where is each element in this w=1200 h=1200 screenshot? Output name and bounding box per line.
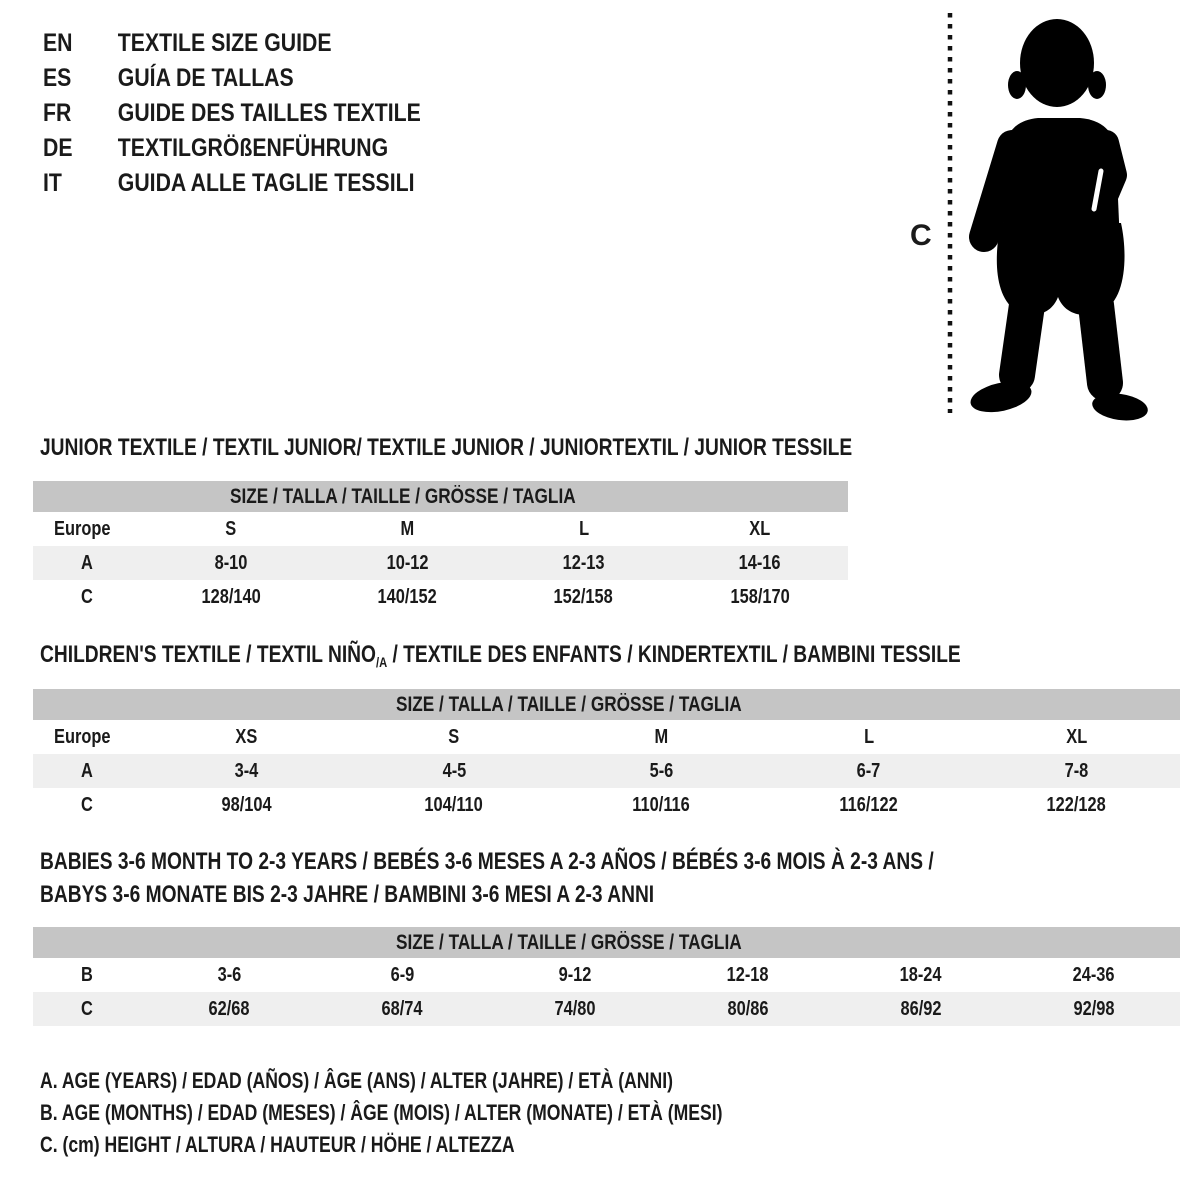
cell-text: 92/98 — [1073, 997, 1115, 1020]
language-title: GUÍA DE TALLAS — [117, 64, 294, 92]
size-header-row — [33, 927, 1180, 958]
size-header-row — [33, 481, 848, 512]
size-cell — [143, 580, 319, 614]
babies-section-title — [40, 845, 934, 911]
junior-section-title: JUNIOR TEXTILE / TEXTIL JUNIOR/ TEXTILE JUNIOR / JUNIORTEXTIL / JUNIOR TESSILE — [40, 434, 853, 461]
row-label-cell — [33, 754, 143, 788]
language-code: EN — [43, 29, 73, 57]
cell-text: 98/104 — [221, 793, 272, 816]
size-cell — [765, 788, 972, 822]
language-row — [43, 61, 421, 96]
cell-text: 6-7 — [857, 759, 881, 782]
cell-text: 62/68 — [208, 997, 250, 1020]
size-cell — [834, 958, 1007, 992]
legend-line-age-months: B. AGE (MONTHS) / EDAD (MESES) / ÂGE (MOIS) / ALTER (MONATE) / ETÀ (MESI) — [40, 1100, 723, 1125]
size-cell — [661, 992, 834, 1026]
row-label-cell — [33, 992, 143, 1026]
cell-text: 7-8 — [1064, 759, 1089, 782]
size-cell — [834, 992, 1007, 1026]
size-cell — [496, 580, 672, 614]
baby-height-figure — [900, 5, 1170, 430]
children-title-rest: / TEXTILE DES ENFANTS / KINDERTEXTIL / BAMBINI TESSILE — [387, 641, 961, 668]
row-label-cell — [33, 720, 143, 754]
size-cell — [489, 958, 662, 992]
row-label-cell — [33, 958, 143, 992]
size-cell — [973, 720, 1180, 754]
cell-text: 74/80 — [554, 997, 596, 1020]
language-code: IT — [43, 169, 62, 197]
size-cell — [143, 958, 316, 992]
size-cell — [973, 754, 1180, 788]
size-cell — [558, 720, 765, 754]
babies-title-line1: BABIES 3-6 MONTH TO 2-3 YEARS / BEBÉS 3-6 MESES A 2-3 AÑOS / BÉBÉS 3-6 MOIS À 2-3 ANS / — [40, 848, 934, 875]
cell-text: C — [80, 997, 93, 1020]
cell-text: 18-24 — [899, 963, 942, 986]
size-cell — [143, 788, 350, 822]
cell-text: 68/74 — [381, 997, 423, 1020]
cell-text: B — [80, 963, 93, 986]
cell-text: L — [578, 517, 589, 540]
children-size-table — [33, 689, 1180, 822]
language-row — [43, 166, 421, 201]
table-row-height — [33, 580, 848, 614]
table-row-height — [33, 992, 1180, 1026]
row-label-cell — [33, 546, 143, 580]
cell-text: 104/110 — [424, 793, 484, 816]
language-row — [43, 131, 421, 166]
size-cell — [661, 958, 834, 992]
cell-text: 9-12 — [558, 963, 592, 986]
babies-title-line2: BABYS 3-6 MONATE BIS 2-3 JAHRE / BAMBINI 3-6 MESI A 2-3 ANNI — [40, 881, 655, 908]
size-cell — [143, 512, 319, 546]
cell-text: 4-5 — [442, 759, 466, 782]
table-row-age — [33, 754, 1180, 788]
legend-line-height: C. (cm) HEIGHT / ALTURA / HAUTEUR / HÖHE / ALTEZZA — [40, 1132, 515, 1157]
size-header-cell — [33, 689, 1180, 720]
size-cell — [672, 580, 848, 614]
size-header-row — [33, 689, 1180, 720]
cell-text: 80/86 — [727, 997, 769, 1020]
size-cell — [672, 546, 848, 580]
children-section-title — [40, 641, 961, 671]
cell-text: Europe — [53, 725, 111, 748]
row-label-cell — [33, 580, 143, 614]
cell-text: 12-13 — [562, 551, 605, 574]
table-row-europe — [33, 720, 1180, 754]
size-cell — [350, 788, 557, 822]
language-title: GUIDE DES TAILLES TEXTILE — [117, 99, 421, 127]
baby-silhouette-icon — [968, 19, 1150, 424]
cell-text: 14-16 — [738, 551, 781, 574]
size-cell — [143, 720, 350, 754]
table-row-age-months — [33, 958, 1180, 992]
size-header-cell — [33, 481, 848, 512]
size-header-label: SIZE / TALLA / TAILLE / GRÖSSE / TAGLIA — [395, 692, 742, 716]
size-cell — [558, 788, 765, 822]
size-cell — [973, 788, 1180, 822]
cell-text: XS — [235, 725, 258, 748]
size-header-label: SIZE / TALLA / TAILLE / GRÖSSE / TAGLIA — [229, 484, 576, 508]
size-cell — [558, 754, 765, 788]
cell-text: XL — [1065, 725, 1087, 748]
cell-text: 140/152 — [377, 585, 438, 608]
cell-text: A — [80, 759, 93, 782]
cell-text: 3-4 — [234, 759, 259, 782]
babies-size-table — [33, 927, 1180, 1026]
cell-text: S — [448, 725, 460, 748]
row-label-cell — [33, 512, 143, 546]
language-title: TEXTILGRÖßENFÜHRUNG — [117, 134, 389, 162]
size-cell — [489, 992, 662, 1026]
language-title-list — [43, 26, 421, 201]
table-row-europe — [33, 512, 848, 546]
size-cell — [143, 754, 350, 788]
cell-text: 6-9 — [390, 963, 415, 986]
size-cell — [672, 512, 848, 546]
cell-text: C — [80, 585, 93, 608]
cell-text: 116/122 — [839, 793, 899, 816]
cell-text: 122/128 — [1046, 793, 1106, 816]
language-title: TEXTILE SIZE GUIDE — [117, 29, 332, 57]
cell-text: 5-6 — [649, 759, 674, 782]
language-row — [43, 26, 421, 61]
language-code: ES — [43, 64, 72, 92]
cell-text: 86/92 — [900, 997, 942, 1020]
cell-text: Europe — [53, 517, 111, 540]
cell-text: 3-6 — [217, 963, 242, 986]
language-code: DE — [43, 134, 73, 162]
size-cell — [1007, 992, 1180, 1026]
cell-text: 158/170 — [730, 585, 790, 608]
language-code: FR — [43, 99, 72, 127]
size-header-cell — [33, 927, 1180, 958]
cell-text: XL — [749, 517, 771, 540]
size-cell — [319, 580, 495, 614]
children-title-subscript: /A — [375, 654, 388, 670]
cell-text: 24-36 — [1072, 963, 1115, 986]
cell-text: A — [80, 551, 93, 574]
size-cell — [765, 754, 972, 788]
legend-line-age-years: A. AGE (YEARS) / EDAD (AÑOS) / ÂGE (ANS) / ALTER (JAHRE) / ETÀ (ANNI) — [40, 1068, 673, 1093]
size-cell — [319, 512, 495, 546]
children-title-main: CHILDREN'S TEXTILE / TEXTIL NIÑO — [40, 641, 376, 668]
size-cell — [143, 992, 316, 1026]
size-cell — [316, 992, 489, 1026]
language-title: GUIDA ALLE TAGLIE TESSILI — [117, 169, 415, 197]
size-cell — [496, 512, 672, 546]
cell-text: 152/158 — [553, 585, 614, 608]
size-cell — [1007, 958, 1180, 992]
cell-text: M — [654, 725, 669, 748]
size-cell — [319, 546, 495, 580]
measurement-legend — [40, 1065, 722, 1161]
cell-text: C — [80, 793, 93, 816]
size-cell — [350, 720, 557, 754]
cell-text: 10-12 — [386, 551, 429, 574]
cell-text: 12-18 — [726, 963, 769, 986]
cell-text: 110/116 — [632, 793, 691, 816]
height-label: C — [910, 219, 932, 252]
size-header-label: SIZE / TALLA / TAILLE / GRÖSSE / TAGLIA — [395, 930, 742, 954]
size-cell — [765, 720, 972, 754]
size-cell — [143, 546, 319, 580]
size-cell — [350, 754, 557, 788]
row-label-cell — [33, 788, 143, 822]
language-row — [43, 96, 421, 131]
cell-text: L — [863, 725, 874, 748]
cell-text: 8-10 — [214, 551, 248, 574]
table-row-height — [33, 788, 1180, 822]
size-cell — [496, 546, 672, 580]
junior-size-table — [33, 481, 848, 614]
size-cell — [316, 958, 489, 992]
cell-text: S — [225, 517, 237, 540]
table-row-age — [33, 546, 848, 580]
cell-text: M — [400, 517, 415, 540]
cell-text: 128/140 — [201, 585, 261, 608]
